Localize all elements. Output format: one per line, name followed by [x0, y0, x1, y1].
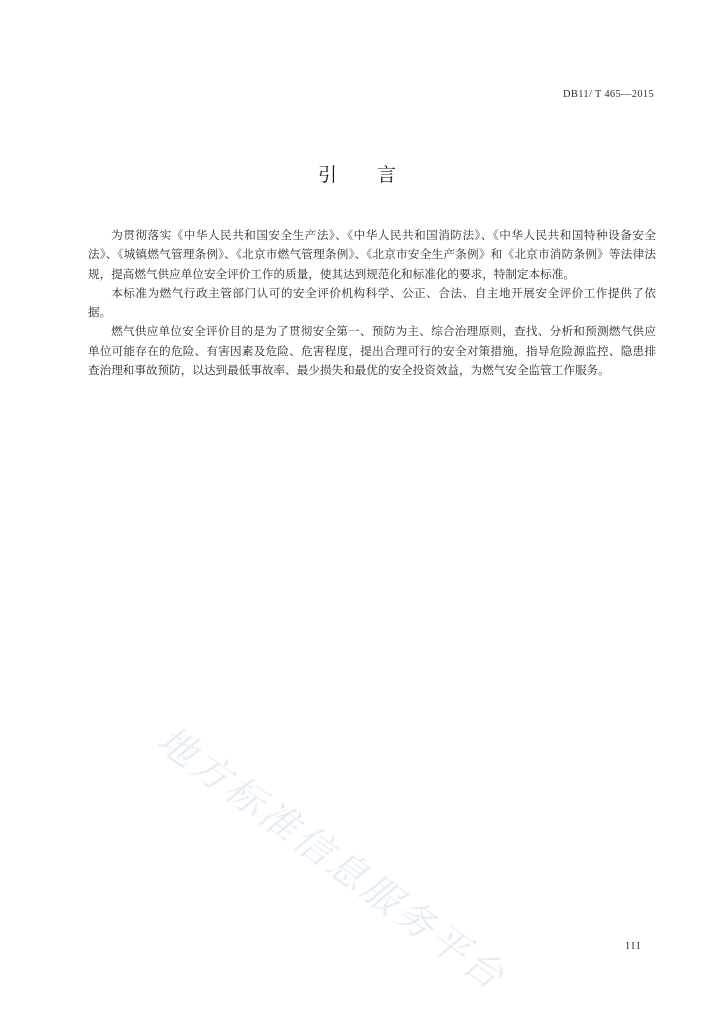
watermark: 地方标准信息服务平台	[148, 717, 515, 1000]
paragraph-2: 本标准为燃气行政主管部门认可的安全评价机构科学、公正、合法、自主地开展安全评价工作提供了依据。	[88, 285, 656, 320]
standard-code: DB11/ T 465—2015	[563, 89, 654, 100]
page-title: 引言	[317, 164, 436, 186]
introduction-body	[88, 226, 656, 380]
paragraph-3: 燃气供应单位安全评价目的是为了贯彻安全第一、预防为主、综合治理原则，查找、分析和预测燃气供应单位可能存在的危险、有害因素及危险、危害程度，提出合理可行的安全对策措施，指导危险源监控、隐患排查治理和事故预防，以达到最低事故率、最少损失和最优的安全投资效益，为燃气安全监管工作服务。	[88, 324, 656, 378]
paragraph-1: 为贯彻落实《中华人民共和国安全生产法》、《中华人民共和国消防法》、《中华人民共和国特种设备安全法》、《城镇燃气管理条例》、《北京市燃气管理条例》、《北京市安全生产条例》和《北京市消防条例》等法律法规，提高燃气供应单位安全评价工作的质量，使其达到规范化和标准化的要求，特制定本标准。	[88, 228, 656, 281]
page-number: III	[626, 941, 642, 952]
